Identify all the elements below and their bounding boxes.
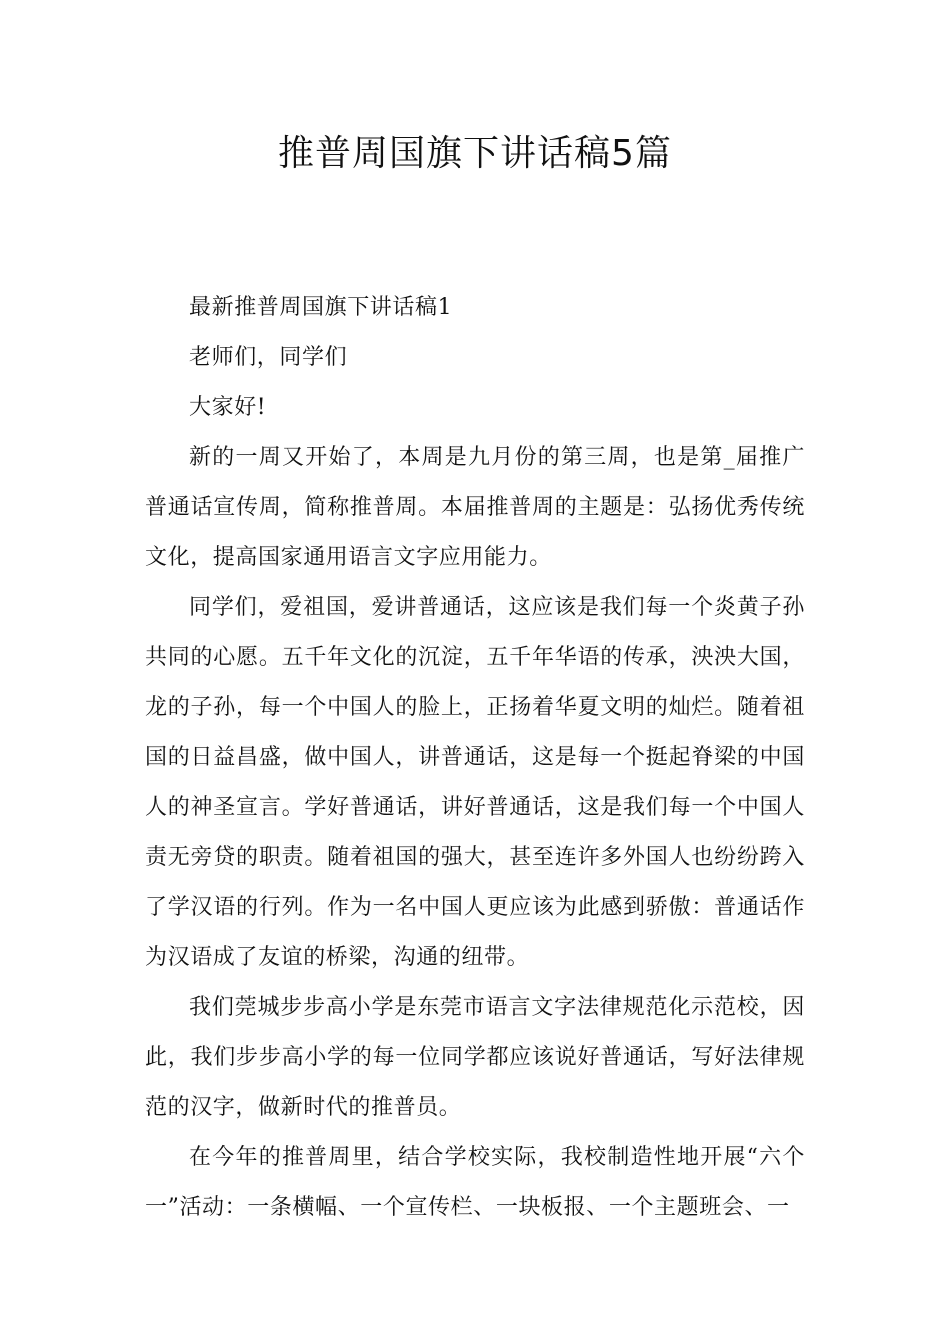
greeting: 大家好! bbox=[189, 395, 267, 420]
body-paragraph: 新的一周又开始了，本周是九月份的第三周，也是第_届推广普通话宣传周，简称推普周。本届推普周的主题是：弘扬优秀传统文化，提高国家通用语言文字应用能力。 bbox=[145, 445, 805, 570]
body-paragraph: 我们莞城步步高小学是东莞市语言文字法律规范化示范校，因此，我们步步高小学的每一位同学都应该说好普通话，写好法律规范的汉字，做新时代的推普员。 bbox=[145, 995, 805, 1120]
body-paragraph: 在今年的推普周里，结合学校实际，我校制造性地开展“六个一”活动：一条横幅、一个宣传栏、一块板报、一个主题班会、一 bbox=[145, 1145, 805, 1220]
document-title: 推普周国旗下讲话稿5篇 bbox=[278, 133, 672, 174]
document-body bbox=[145, 283, 805, 1233]
salutation: 老师们，同学们 bbox=[189, 345, 348, 370]
speech-heading: 最新推普周国旗下讲话稿1 bbox=[189, 295, 453, 320]
body-paragraph: 同学们，爱祖国，爱讲普通话，这应该是我们每一个炎黄子孙共同的心愿。五千年文化的沉淀，五千年华语的传承，泱泱大国，龙的子孙，每一个中国人的脸上，正扬着华夏文明的灿烂。随着祖国的日益昌盛，做中国人，讲普通话，这是每一个挺起脊梁的中国人的神圣宣言。学好普通话，讲好普通话，这是我们每一个中国人责无旁贷的职责。随着祖国的强大，甚至连许多外国人也纷纷跨入了学汉语的行列。作为一名中国人更应该为此感到骄傲：普通话作为汉语成了友谊的桥梁，沟通的纽带。 bbox=[145, 595, 805, 970]
